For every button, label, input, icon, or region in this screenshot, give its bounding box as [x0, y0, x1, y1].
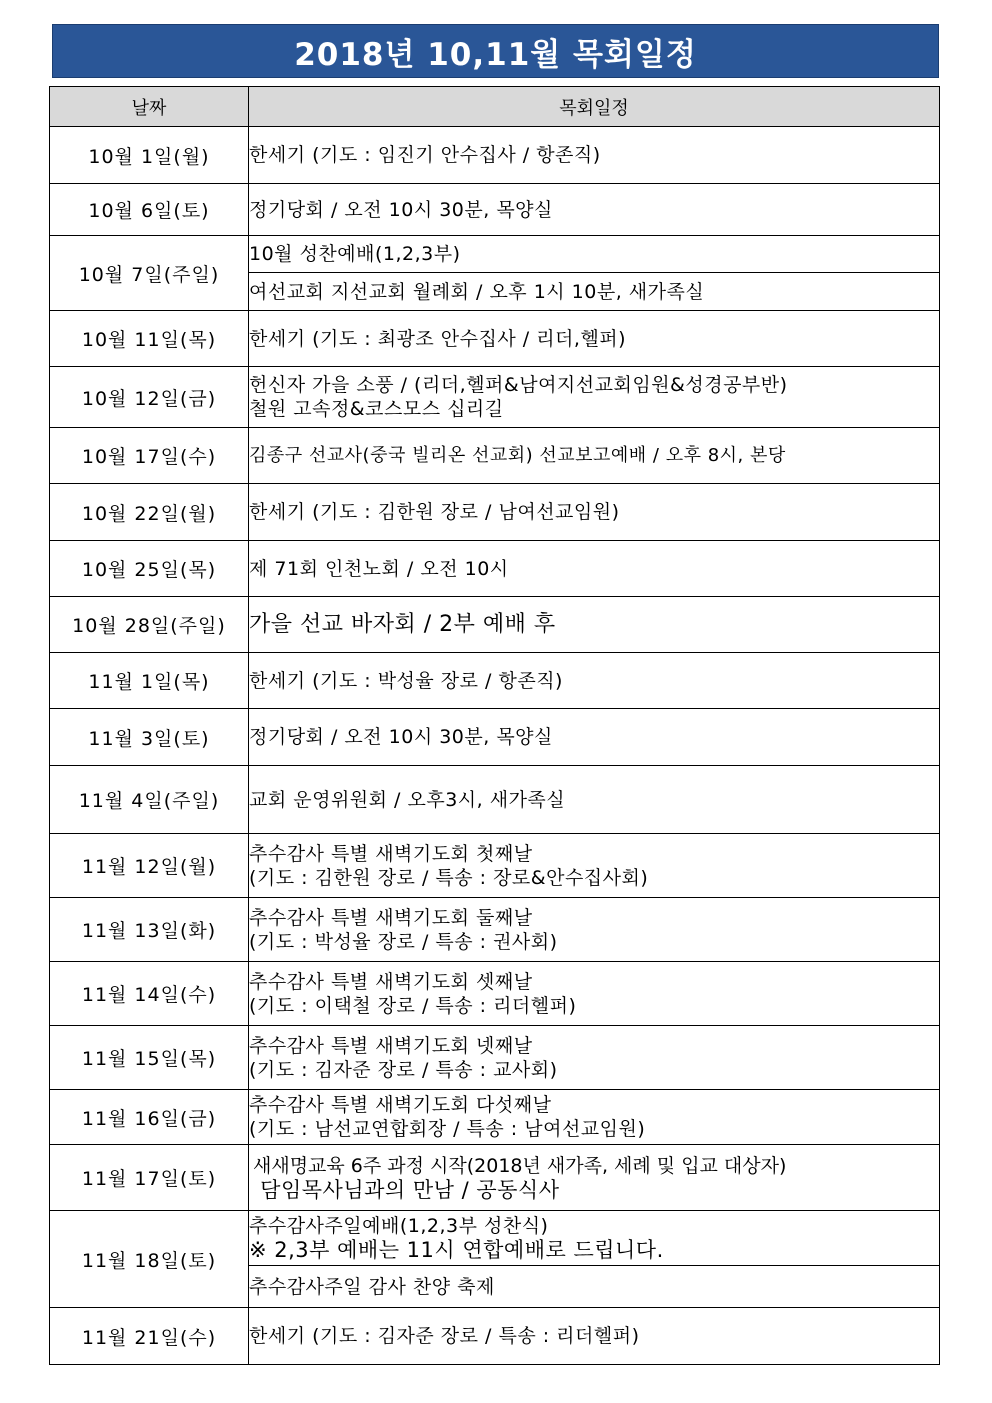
table-row [50, 653, 940, 709]
date-cell: 10월 12일(금) [50, 367, 249, 428]
table-row [50, 484, 940, 541]
event-cell [249, 834, 940, 898]
table-row [50, 1090, 940, 1145]
event-line: (기도 : 박성율 장로 / 특송 : 권사회) [249, 930, 558, 953]
date-cell: 10월 25일(목) [50, 541, 249, 597]
event-cell [249, 1211, 940, 1266]
event-line: 헌신자 가을 소풍 / (리더,헬퍼&남여지선교회임원&성경공부반) [249, 374, 788, 396]
event-cell [249, 1145, 940, 1211]
page-title: 2018년 10,11월 목회일정 [52, 24, 939, 78]
event-line: 추수감사 특별 새벽기도회 다섯째날 [249, 1094, 552, 1116]
table-row [50, 1145, 940, 1211]
event-line: 추수감사주일예배(1,2,3부 성찬식) [249, 1215, 549, 1237]
event-cell [249, 1308, 940, 1365]
event-line: 한세기 (기도 : 임진기 안수집사 / 항존직) [249, 144, 601, 166]
table-row [50, 898, 940, 962]
event-line: 여선교회 지선교회 월례회 / 오후 1시 10분, 새가족실 [249, 280, 705, 303]
table-row [50, 367, 940, 428]
date-cell: 11월 1일(목) [50, 653, 249, 709]
event-cell [249, 127, 940, 184]
table-row [50, 962, 940, 1026]
schedule-table [49, 86, 940, 1365]
event-cell [249, 1090, 940, 1145]
date-cell: 10월 7일(주일) [50, 236, 249, 311]
date-cell: 10월 17일(수) [50, 428, 249, 484]
table-row [50, 428, 940, 484]
event-line: 추수감사 특별 새벽기도회 첫째날 [249, 842, 533, 865]
event-line: 추수감사 특별 새벽기도회 셋째날 [249, 970, 533, 993]
date-cell: 11월 4일(주일) [50, 766, 249, 834]
event-cell [249, 962, 940, 1026]
event-cell [249, 1266, 940, 1308]
table-row [50, 1308, 940, 1365]
event-cell [249, 236, 940, 273]
event-line: 정기당회 / 오전 10시 30분, 목양실 [249, 726, 553, 748]
event-line: 김종구 선교사(중국 빌리온 선교회) 선교보고예배 / 오후 8시, 본당 [249, 444, 786, 466]
event-cell [249, 184, 940, 236]
date-cell: 10월 28일(주일) [50, 597, 249, 653]
date-cell: 10월 6일(토) [50, 184, 249, 236]
table-row [50, 127, 940, 184]
table-row [50, 1211, 940, 1266]
event-cell [249, 1026, 940, 1090]
event-line: 가을 선교 바자회 / 2부 예배 후 [249, 611, 556, 637]
table-row [50, 709, 940, 766]
header-row [50, 87, 940, 127]
column-header-date: 날짜 [50, 87, 249, 127]
date-cell: 11월 17일(토) [50, 1145, 249, 1211]
table-row [50, 597, 940, 653]
event-line: 한세기 (기도 : 김한원 장로 / 남여선교임원) [249, 501, 620, 523]
event-cell [249, 766, 940, 834]
date-cell: 11월 15일(목) [50, 1026, 249, 1090]
event-line: 추수감사주일 감사 찬양 축제 [249, 1275, 495, 1298]
table-row [50, 766, 940, 834]
event-line: 철원 고속정&코스모스 십리길 [249, 398, 504, 420]
date-cell: 11월 21일(수) [50, 1308, 249, 1365]
table-row [50, 184, 940, 236]
date-cell: 11월 13일(화) [50, 898, 249, 962]
table-row [50, 1026, 940, 1090]
event-cell [249, 541, 940, 597]
table-row [50, 311, 940, 367]
event-line: ※ 2,3부 예배는 11시 연합예배로 드립니다. [249, 1238, 664, 1262]
event-line: 한세기 (기도 : 박성율 장로 / 항존직) [249, 669, 563, 692]
event-line: 담임목사님과의 만남 / 공동식사 [253, 1177, 560, 1202]
table-row [50, 541, 940, 597]
date-cell: 10월 1일(월) [50, 127, 249, 184]
date-cell: 11월 18일(토) [50, 1211, 249, 1308]
event-cell [249, 311, 940, 367]
event-line: 한세기 (기도 : 최광조 안수집사 / 리더,헬퍼) [249, 327, 627, 350]
event-cell [249, 273, 940, 311]
event-line: 교회 운영위원회 / 오후3시, 새가족실 [249, 788, 566, 811]
event-line: (기도 : 김한원 장로 / 특송 : 장로&안수집사회) [249, 866, 649, 889]
table-row [50, 236, 940, 273]
event-cell [249, 709, 940, 766]
event-cell [249, 484, 940, 541]
event-cell [249, 428, 940, 484]
event-line: 한세기 (기도 : 김자준 장로 / 특송 : 리더헬퍼) [249, 1325, 640, 1347]
event-line: (기도 : 김자준 장로 / 특송 : 교사회) [249, 1058, 558, 1081]
date-cell: 10월 22일(월) [50, 484, 249, 541]
event-line: (기도 : 남선교연합회장 / 특송 : 남여선교임원) [249, 1118, 646, 1140]
date-cell: 11월 3일(토) [50, 709, 249, 766]
event-cell [249, 597, 940, 653]
date-cell: 11월 14일(수) [50, 962, 249, 1026]
event-line: 새새명교육 6주 과정 시작(2018년 새가족, 세례 및 입교 대상자) [253, 1154, 787, 1177]
event-line: (기도 : 이택철 장로 / 특송 : 리더헬퍼) [249, 994, 577, 1017]
event-line: 제 71회 인천노회 / 오전 10시 [249, 557, 509, 580]
column-header-schedule: 목회일정 [249, 87, 940, 127]
event-line: 추수감사 특별 새벽기도회 넷째날 [249, 1034, 533, 1057]
event-cell [249, 898, 940, 962]
event-line: 10월 성찬예배(1,2,3부) [249, 243, 461, 265]
table-row [50, 834, 940, 898]
date-cell: 11월 16일(금) [50, 1090, 249, 1145]
date-cell: 11월 12일(월) [50, 834, 249, 898]
date-cell: 10월 11일(목) [50, 311, 249, 367]
event-cell [249, 653, 940, 709]
event-line: 정기당회 / 오전 10시 30분, 목양실 [249, 198, 553, 221]
event-cell [249, 367, 940, 428]
event-line: 추수감사 특별 새벽기도회 둘째날 [249, 906, 533, 929]
